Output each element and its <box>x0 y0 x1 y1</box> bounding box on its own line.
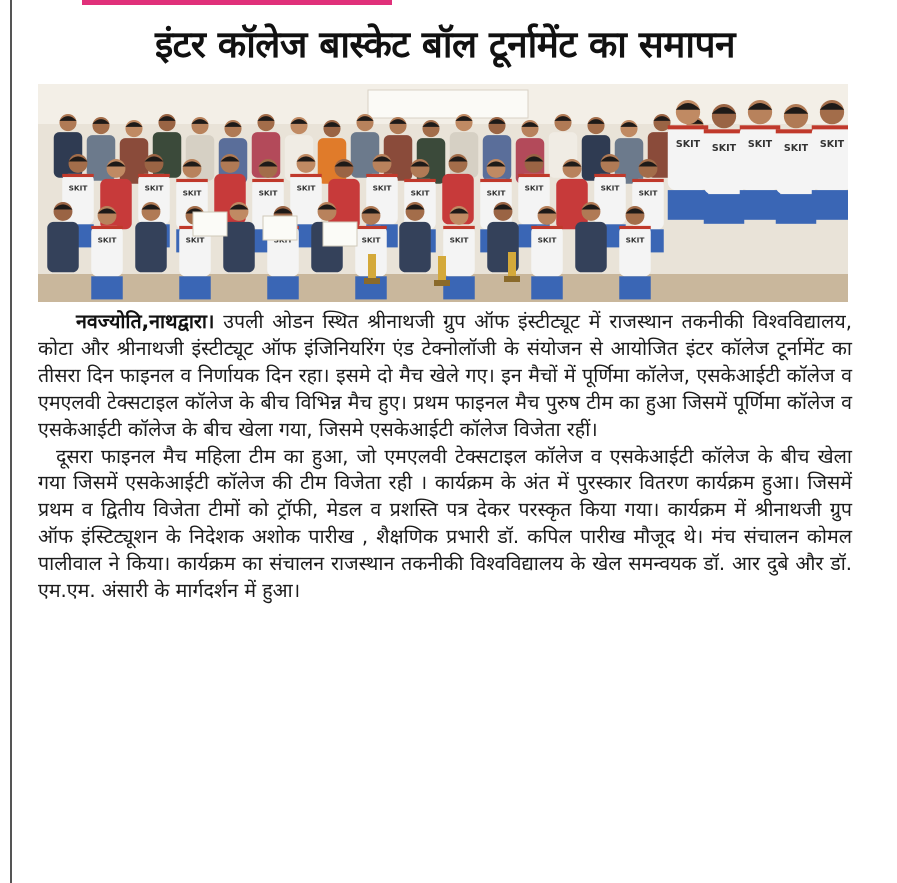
paragraph-text: उपली ओडन स्थित श्रीनाथजी ग्रुप ऑफ इंस्टीट्यूट में राजस्थान तकनीकी विश्वविद्यालय, कोटा और श्रीनाथजी इंस्टीट्यूट ऑफ इंजिनियरिंग एंड टेक्नोलॉजी के संयोजन से आयोजित इंटर कॉलेज टूर्नामेंट का तीसरा दिन फाइनल व निर्णायक दिन रहा। इसमे दो मैच खेले गए। इन मैचों में पूर्णिमा कॉलेज, एसकेआईटी कॉलेज व एमएलवी टेक्सटाइल कॉलेज के बीच विभिन्न मैच हुए। प्रथम फाइनल मैच पुरुष टीम का हुआ जिसमें पूर्णिमा कॉलेज व एसकेआईटी कॉलेज के बीच खेला गया, जिसमे एसकेआईटी कॉलेज विजेता रहीं। <box>38 310 852 441</box>
jersey-trim <box>594 174 626 177</box>
person-shorts <box>740 190 781 220</box>
jersey-text: SKIT <box>97 235 117 245</box>
jersey-trim <box>290 174 322 177</box>
jersey-trim <box>704 129 745 133</box>
person-shirt <box>704 129 745 194</box>
person-shorts <box>267 276 299 299</box>
person-shirt <box>351 132 380 178</box>
photo-banner <box>368 90 528 118</box>
jersey-text: SKIT <box>819 138 845 150</box>
jersey-text: SKIT <box>144 183 164 193</box>
jersey-text: SKIT <box>747 138 773 150</box>
person-shirt <box>91 226 123 276</box>
jersey-text: SKIT <box>711 142 737 154</box>
jersey-text: SKIT <box>68 183 88 193</box>
team-group-photo <box>38 84 848 302</box>
certificate <box>193 212 227 236</box>
jersey-text: SKIT <box>537 235 557 245</box>
jersey-trim <box>138 174 170 177</box>
person-shirt <box>776 129 817 194</box>
jersey-text: SKIT <box>296 183 316 193</box>
jersey-trim <box>632 179 664 182</box>
person-shirt <box>594 174 626 224</box>
jersey-trim <box>740 125 781 129</box>
jersey-trim <box>62 174 94 177</box>
jersey-trim <box>443 226 475 229</box>
person-shorts <box>443 276 475 299</box>
jersey-text: SKIT <box>185 235 205 245</box>
trophy <box>368 254 376 280</box>
jersey-text: SKIT <box>675 138 701 150</box>
person-shirt <box>223 222 255 272</box>
person-shorts <box>619 276 651 299</box>
jersey-trim <box>531 226 563 229</box>
person-shorts <box>776 194 817 224</box>
article-paragraph-2: दूसरा फाइनल मैच महिला टीम का हुआ, जो एमएलवी टेक्सटाइल कॉलेज व एसकेआईटी कॉलेज के बीच खेला गया जिसमें एसकेआईटी कॉलेज की टीम विजेता रही । कार्यक्रम के अंत में पुरस्कार वितरण कार्यक्रम हुआ। जिसमें प्रथम व द्वितीय विजेता टीमों को ट्रॉफी, मेडल व प्रशस्ति पत्र देकर परस्कृत किया गया। कार्यक्रम में श्रीनाथजी ग्रुप ऑफ इंस्टिट्यूशन के निदेशक अशोक पारीख , शैक्षणिक प्रभारी डॉ. कपिल पारीख मौजूद थे। मंच संचालन कोमल पालीवाल ने किया। कार्यक्रम का संचालन राजस्थान तकनीकी विश्वविद्यालय के खेल समन्वयक डॉ. आर दुबे और डॉ. एम.एम. अंसारी के मार्गदर्शन में हुआ। <box>38 444 852 603</box>
person-shirt <box>575 222 607 272</box>
trophy-base <box>364 278 380 284</box>
jersey-text: SKIT <box>638 188 658 198</box>
person-shorts <box>812 190 848 220</box>
headline: इंटर कॉलेज बास्केट बॉल टूर्नामेंट का समापन <box>154 23 736 66</box>
trophy <box>508 252 516 278</box>
jersey-trim <box>404 179 436 182</box>
person-shorts <box>704 194 745 224</box>
jersey-trim <box>355 226 387 229</box>
trophy-base <box>434 280 450 286</box>
jersey-text: SKIT <box>258 188 278 198</box>
jersey-text: SKIT <box>524 183 544 193</box>
person-shorts <box>668 190 709 220</box>
jersey-trim <box>480 179 512 182</box>
jersey-trim <box>366 174 398 177</box>
person-shirt <box>812 125 848 190</box>
article-body <box>38 309 852 605</box>
jersey-text: SKIT <box>486 188 506 198</box>
jersey-text: SKIT <box>410 188 430 198</box>
jersey-trim <box>176 179 208 182</box>
person-shirt <box>47 222 79 272</box>
jersey-trim <box>776 129 817 133</box>
certificate <box>263 216 297 240</box>
certificate <box>323 222 357 246</box>
jersey-text: SKIT <box>625 235 645 245</box>
article-paragraph-1 <box>38 309 852 444</box>
dateline: नवज्योति,नाथद्वारा। <box>76 310 215 333</box>
jersey-text: SKIT <box>783 142 809 154</box>
person-shirt <box>135 222 167 272</box>
top-accent-rule <box>82 0 392 5</box>
trophy <box>438 256 446 282</box>
jersey-trim <box>812 125 848 129</box>
trophy-base <box>504 276 520 282</box>
jersey-trim <box>619 226 651 229</box>
jersey-trim <box>91 226 123 229</box>
person-shirt <box>399 222 431 272</box>
jersey-trim <box>518 174 550 177</box>
person-shirt <box>531 226 563 276</box>
jersey-text: SKIT <box>361 235 381 245</box>
person-shorts <box>179 276 211 299</box>
jersey-text: SKIT <box>449 235 469 245</box>
person-shirt <box>556 179 588 229</box>
person-shorts <box>91 276 123 299</box>
person-shirt <box>443 226 475 276</box>
person-shirt <box>668 125 709 190</box>
person-shirt <box>740 125 781 190</box>
jersey-trim <box>252 179 284 182</box>
page-left-rule <box>10 0 12 883</box>
jersey-text: SKIT <box>182 188 202 198</box>
person-shirt <box>619 226 651 276</box>
jersey-text: SKIT <box>600 183 620 193</box>
person-shorts <box>531 276 563 299</box>
jersey-trim <box>668 125 709 129</box>
jersey-text: SKIT <box>372 183 392 193</box>
